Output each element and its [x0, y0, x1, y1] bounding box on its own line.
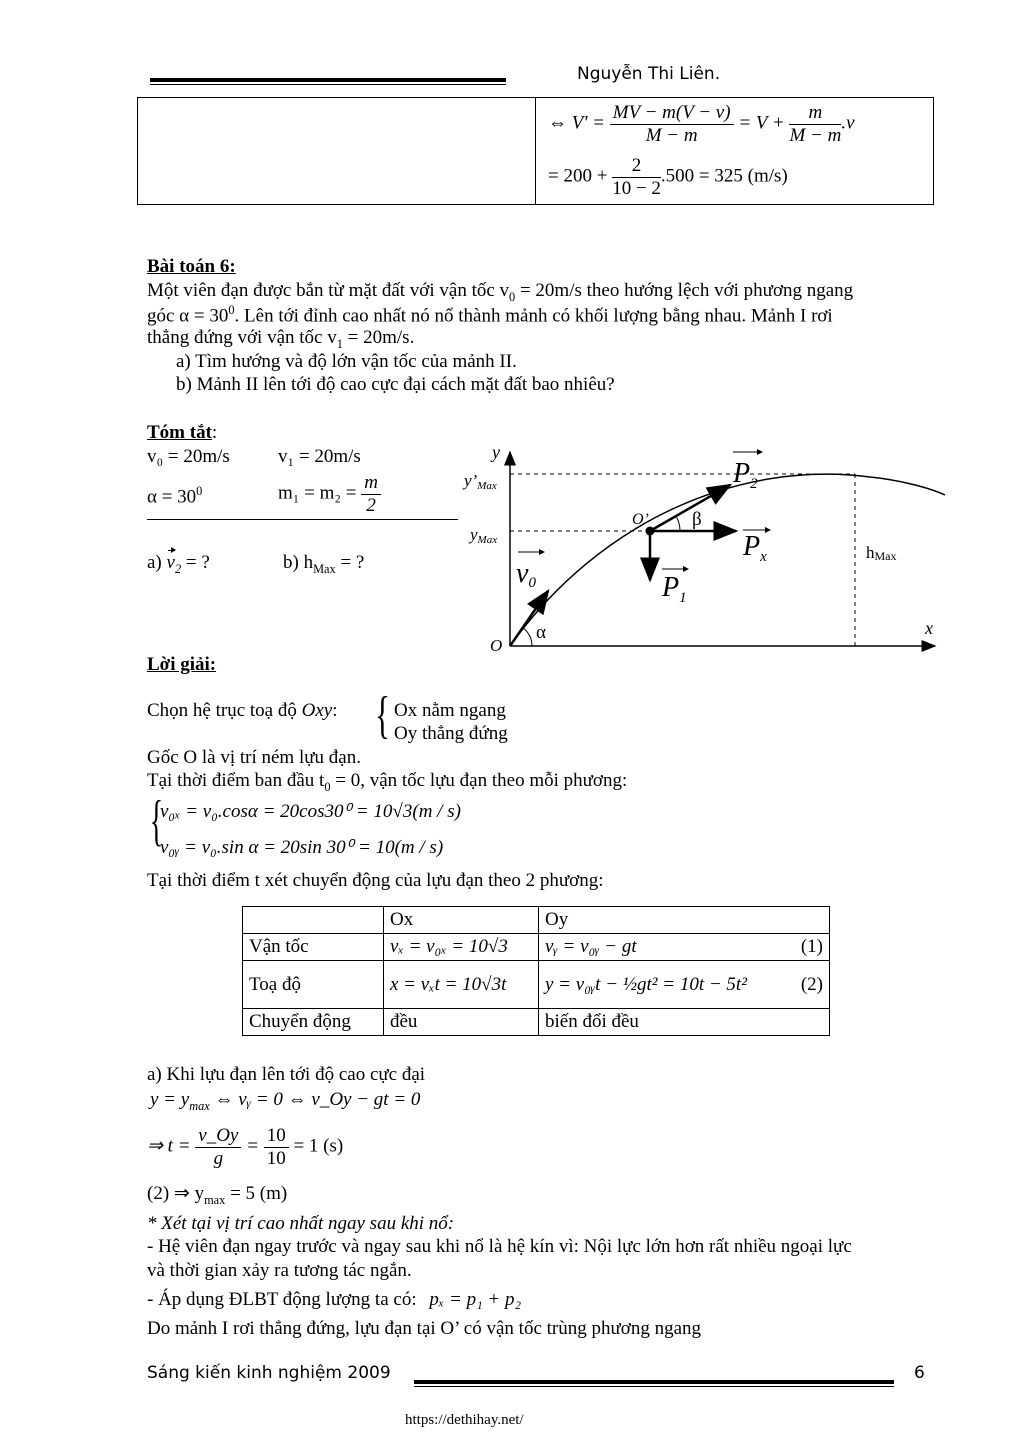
table-cell: biến đổi đều — [539, 1009, 830, 1036]
beta-label: β — [692, 509, 702, 530]
table-cell: vₓ = v₀ₓ = 10√3 — [384, 934, 539, 961]
summary-question-a: a) $v_2$ = ? — [147, 552, 210, 576]
problem-text-line2: góc $\alpha = 30^0$. Lên tới đỉnh cao nhất nó nổ thành mảnh có khối lượng bằng nhau. Mảnh I rơi — [147, 303, 833, 327]
axis-brace: { — [374, 687, 390, 744]
hmax-label: hMax — [866, 543, 897, 563]
o-prime-label: O’ — [632, 511, 649, 528]
table-cell: Vận tốc — [243, 934, 384, 961]
table-cell: đều — [384, 1009, 539, 1036]
footer-rule-thin — [414, 1386, 894, 1387]
y-axis-label: y — [492, 442, 500, 462]
table-row — [243, 1009, 830, 1036]
solution-ox: Ox nằm ngang — [394, 700, 506, 721]
eq-time: ⇒ t = $\frac{v\_Oy}{g}$ = $\frac{10}{10}$ = 1 (s) — [147, 1125, 344, 1169]
eq-ymax-value: (2) ⇒ $y_{max} = 5$ (m) — [147, 1183, 288, 1207]
table-header-cell — [243, 907, 384, 934]
footer-title: Sáng kiến kinh nghiệm 2009 — [147, 1363, 391, 1383]
table-header-row — [243, 907, 830, 934]
table-row — [243, 961, 830, 1009]
summary-v1: v₁ = 20m/s — [278, 446, 361, 467]
summary-title: Tóm tắt: — [147, 422, 218, 443]
closed-system-line1: - Hệ viên đạn ngay trước và ngay sau khi nổ là hệ kín vì: Nội lực lớn hơn rất nhiều ngoại lực — [147, 1236, 852, 1257]
system-brace: { — [149, 790, 164, 852]
apply-momentum: - Áp dụng ĐLBT động lượng ta có: pₓ = p₁ + p₂ — [147, 1289, 522, 1310]
solution-oy: Oy thẳng đứng — [394, 723, 508, 744]
ymax-prime-label: y’Max — [464, 471, 497, 492]
top-table-divider — [535, 97, 536, 205]
table-header-cell: Oy — [539, 907, 830, 934]
px-label: $P_x$ — [743, 531, 767, 565]
alpha-arc — [523, 628, 532, 646]
top-table-eq1: ⇔ V' = $\frac{MV - m(V - v)}{M - m}$ = V + $\frac{m}{M - m}$ .v — [548, 102, 855, 146]
header-author: Nguyễn Thi Liên. — [577, 64, 721, 84]
x-axis-label: x — [925, 618, 933, 638]
table-cell: Chuyển động — [243, 1009, 384, 1036]
v0-label: v0 — [516, 558, 536, 591]
header-rule — [150, 78, 506, 82]
momentum-equation: pₓ = p₁ + p₂ — [429, 1289, 522, 1310]
problem-item-a: a) Tìm hướng và độ lớn vận tốc của mảnh II. — [176, 351, 517, 372]
summary-v0: v₀ = 20m/s — [147, 446, 230, 467]
table-cell: x = vₓt = 10√3t — [384, 961, 539, 1009]
eq-ymax-condition: $y = y_{max}$ ⇔ vᵧ = 0 ⇔ v_Oy − gt = 0 — [150, 1089, 421, 1113]
summary-rule — [147, 519, 458, 520]
table-cell: (1) — [777, 934, 830, 961]
p2-label: $P_2$ — [733, 458, 758, 492]
top-table-eq2: = 200 + $\frac{2}{10 - 2}$ .500 = 325 (m/s) — [548, 155, 788, 199]
part-a-heading: a) Khi lựu đạn lên tới độ cao cực đại — [147, 1064, 426, 1085]
problem-text-line3: thẳng đứng với vận tốc $v_1 = 20m/s$. — [147, 327, 415, 351]
alpha-label: α — [536, 622, 546, 643]
page-number: 6 — [914, 1363, 925, 1383]
problem-item-b: b) Mảnh II lên tới độ cao cực đại cách mặt đất bao nhiêu? — [176, 374, 615, 395]
last-line: Do mảnh I rơi thẳng đứng, lựu đạn tại O’ có vận tốc trùng phương ngang — [147, 1318, 702, 1339]
summary-masses: m₁ = m₂ = $\frac{m}{2}$ — [278, 472, 381, 517]
summary-alpha: $\alpha = 30^0$ — [147, 484, 203, 508]
footer-rule — [414, 1380, 894, 1384]
trajectory-diagram — [440, 440, 950, 660]
summary-question-b: b) $h_{Max}$ = ? — [283, 552, 365, 576]
table-row — [243, 934, 830, 961]
eq-v0y: v₀ᵧ = v₀.sin α = 20sin 30⁰ = 10(m / s) — [160, 837, 444, 858]
solution-t0: Tại thời điểm ban đầu $t_0 = 0$, vận tốc lựu đạn theo mỗi phương: — [147, 770, 628, 794]
solution-origin: Gốc O là vị trí ném lựu đạn. — [147, 747, 361, 768]
footer-url[interactable]: https://dethihay.net/ — [405, 1412, 524, 1428]
motion-table — [242, 906, 830, 1036]
solution-choose: Chọn hệ trục toạ độ Oxy: — [147, 700, 338, 721]
table-cell: y = v₀ᵧt − ½gt² = 10t − 5t² — [539, 961, 778, 1009]
table-cell: vᵧ = v₀ᵧ − gt — [539, 934, 778, 961]
p1-label: $P_1$ — [662, 572, 687, 606]
problem-title: Bài toán 6: — [147, 256, 236, 277]
note-after-explosion: * Xét tại vị trí cao nhất ngay sau khi nổ: — [147, 1213, 455, 1234]
closed-system-line2: và thời gian xảy ra tương tác ngắn. — [147, 1260, 412, 1281]
header-rule-thin — [150, 84, 506, 85]
origin-label: O — [490, 636, 503, 655]
table-cell: (2) — [777, 961, 830, 1009]
table-header-cell: Ox — [384, 907, 539, 934]
solution-t-line: Tại thời điểm t xét chuyển động của lựu đạn theo 2 phương: — [147, 870, 604, 891]
solution-title: Lời giải: — [147, 654, 217, 675]
table-cell: Toạ độ — [243, 961, 384, 1009]
beta-arc — [676, 516, 680, 531]
problem-text-line1: Một viên đạn được bắn từ mặt đất với vận tốc $v_0 = 20m/s$ theo hướng lệch với phương ngang — [147, 280, 854, 304]
eq-v0x: v₀ₓ = v₀.cosα = 20cos30⁰ = 10√3(m / s) — [160, 801, 461, 822]
p2-arrow — [650, 485, 730, 531]
ymax-label: yMax — [470, 525, 498, 546]
